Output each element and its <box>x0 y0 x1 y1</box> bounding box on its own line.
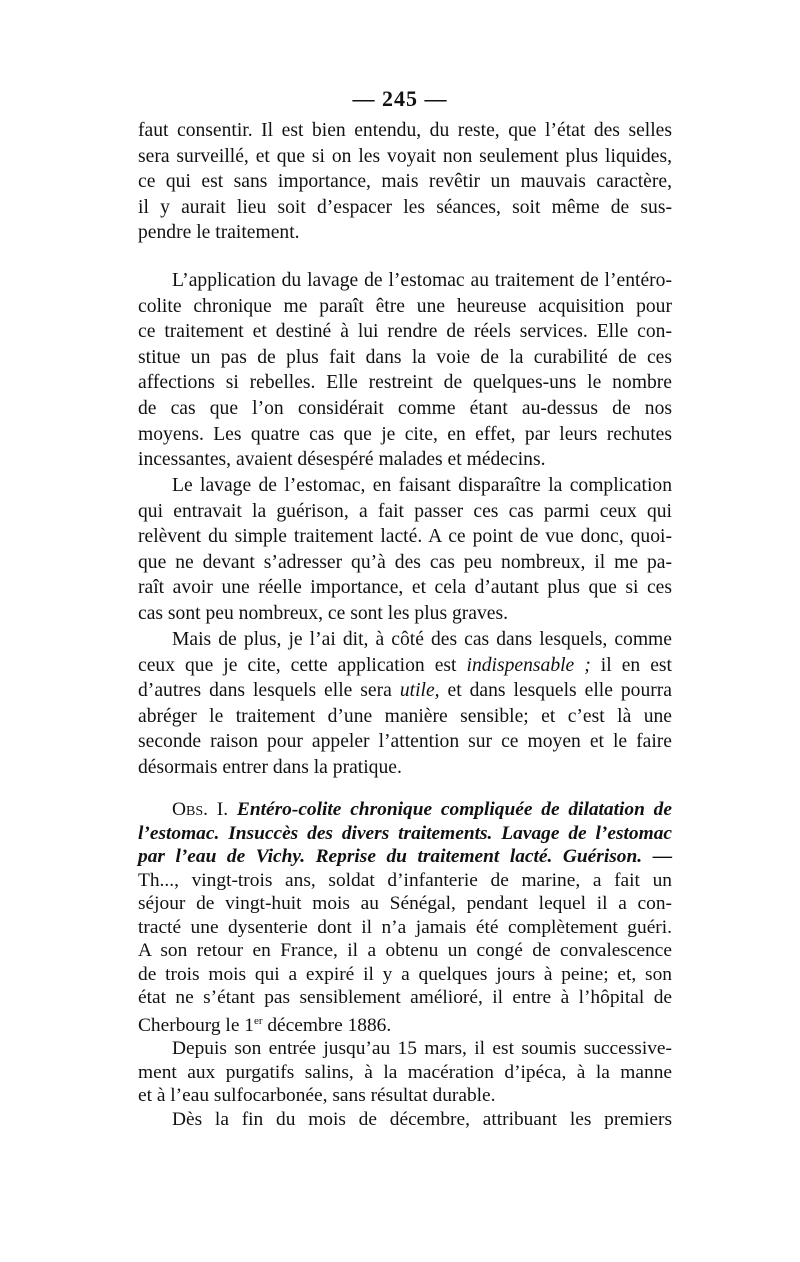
text-line: état ne s’étant pas sensiblement amélioré, il entre à l’hôpital de <box>138 987 672 1008</box>
text-line: seconde raison pour appeler l’attention sur ce moyen et le faire <box>138 731 672 753</box>
text-line: affections si rebelles. Elle restreint de quelques-uns le nombre <box>138 372 672 394</box>
text-line: Dès la fin du mois de décembre, attribuant les premiers <box>172 1108 672 1130</box>
text-line: L’application du lavage de l’estomac au traitement de l’entéro- <box>172 270 672 291</box>
paragraph-4 <box>138 627 672 781</box>
paragraph-2 <box>138 268 672 473</box>
text-line: et à l’eau sulfocarbonée, sans résultat durable. <box>138 1085 496 1106</box>
text-line: colite chronique me paraît être une heureuse acquisition pour <box>138 295 672 317</box>
text-line <box>138 678 672 704</box>
text-line: de cas que l’on considérait comme étant au-dessus de nos <box>138 397 672 419</box>
text-line <box>138 1010 672 1038</box>
observation-label: Obs. I. <box>172 799 229 820</box>
superscript: er <box>253 1014 263 1027</box>
text-line: sera surveillé, et que si on les voyait non seulement plus liquides, <box>138 145 672 167</box>
observation-title: par l’eau de Vichy. Reprise du traitement lacté. Guérison. <box>138 846 643 867</box>
text-line: A son retour en France, il a obtenu un congé de convalescence <box>138 940 672 961</box>
text-line: faut consentir. Il est bien entendu, du reste, que l’état des selles <box>138 120 672 141</box>
text-line: stitue un pas de plus fait dans la voie de la curabilité de ces <box>138 346 672 368</box>
observation-section <box>138 798 672 1131</box>
text-line: que ne devant s’adresser qu’à des cas peu nombreux, il me pa- <box>138 551 672 573</box>
text-line: cas sont peu nombreux, ce sont les plus graves. <box>138 602 509 624</box>
paragraph-3 <box>138 473 672 627</box>
text-line: pendre le traitement. <box>138 222 300 244</box>
text-line: raît avoir une réelle importance, et cela d’autant plus que si ces <box>138 577 672 599</box>
text-line: abréger le traitement d’une manière sensible; et c’est là une <box>138 705 672 727</box>
page-number: — 245 — <box>352 86 448 111</box>
dash: — <box>642 846 672 867</box>
text-line <box>138 653 672 679</box>
text-run: il en est <box>590 654 672 676</box>
text-line: ment aux purgatifs salins, à la macération d’ipéca, à la manne <box>138 1061 672 1083</box>
text-run: d’autres dans lesquels elle sera <box>138 680 400 702</box>
text-line: relèvent du simple traitement lacté. A ce point de vue donc, quoi- <box>138 526 672 548</box>
emphasis-text: utile, <box>399 680 440 702</box>
text-line: incessantes, avaient désespéré malades et médecins. <box>138 449 546 471</box>
text-line: qui entravait la guérison, a fait passer ces cas parmi ceux qui <box>138 500 672 522</box>
text-line: désormais entrer dans la pratique. <box>138 756 402 778</box>
text-line: Th..., vingt-trois ans, soldat d’infanterie de marine, a fait un <box>138 869 672 891</box>
text-line: de trois mois qui a expiré il y a quelques jours à peine; et, son <box>138 963 672 985</box>
paragraph-1 <box>138 118 672 246</box>
observation-title: Entéro-colite chronique compliquée de dilatation de <box>236 799 672 820</box>
observation-title-line <box>138 845 672 869</box>
text-run: décembre 1886. <box>262 1014 392 1036</box>
text-line: ce qui est sans importance, mais revêtir un mauvais caractère, <box>138 171 672 193</box>
text-line: moyens. Les quatre cas que je cite, en effet, par leurs rechutes <box>138 423 672 445</box>
text-run: et dans lesquels elle pourra <box>439 680 673 702</box>
text-run: ceux que je cite, cette application est <box>138 654 467 676</box>
text-line: tracté une dysenterie dont il n’a jamais été complètement guéri. <box>138 916 672 938</box>
observation-title-line <box>138 798 672 822</box>
emphasis-text: indispensable ; <box>466 654 591 676</box>
observation-title-line <box>138 822 672 846</box>
text-line: il y aurait lieu soit d’espacer les séances, soit même de sus- <box>138 196 672 218</box>
observation-title: l’estomac. Insuccès des divers traitements. Lavage de l’estomac <box>138 822 672 844</box>
text-run: Cherbourg le 1 <box>138 1014 254 1036</box>
text-line: Mais de plus, je l’ai dit, à côté des cas dans lesquels, comme <box>172 629 672 650</box>
text-line: Le lavage de l’estomac, en faisant disparaître la complication <box>172 475 672 496</box>
text-line: ce traitement et destiné à lui rendre de réels services. Elle con- <box>138 321 672 343</box>
text-line: Depuis son entrée jusqu’au 15 mars, il est soumis successive- <box>172 1038 672 1059</box>
text-line: séjour de vingt-huit mois au Sénégal, pendant lequel il a con- <box>138 893 672 914</box>
